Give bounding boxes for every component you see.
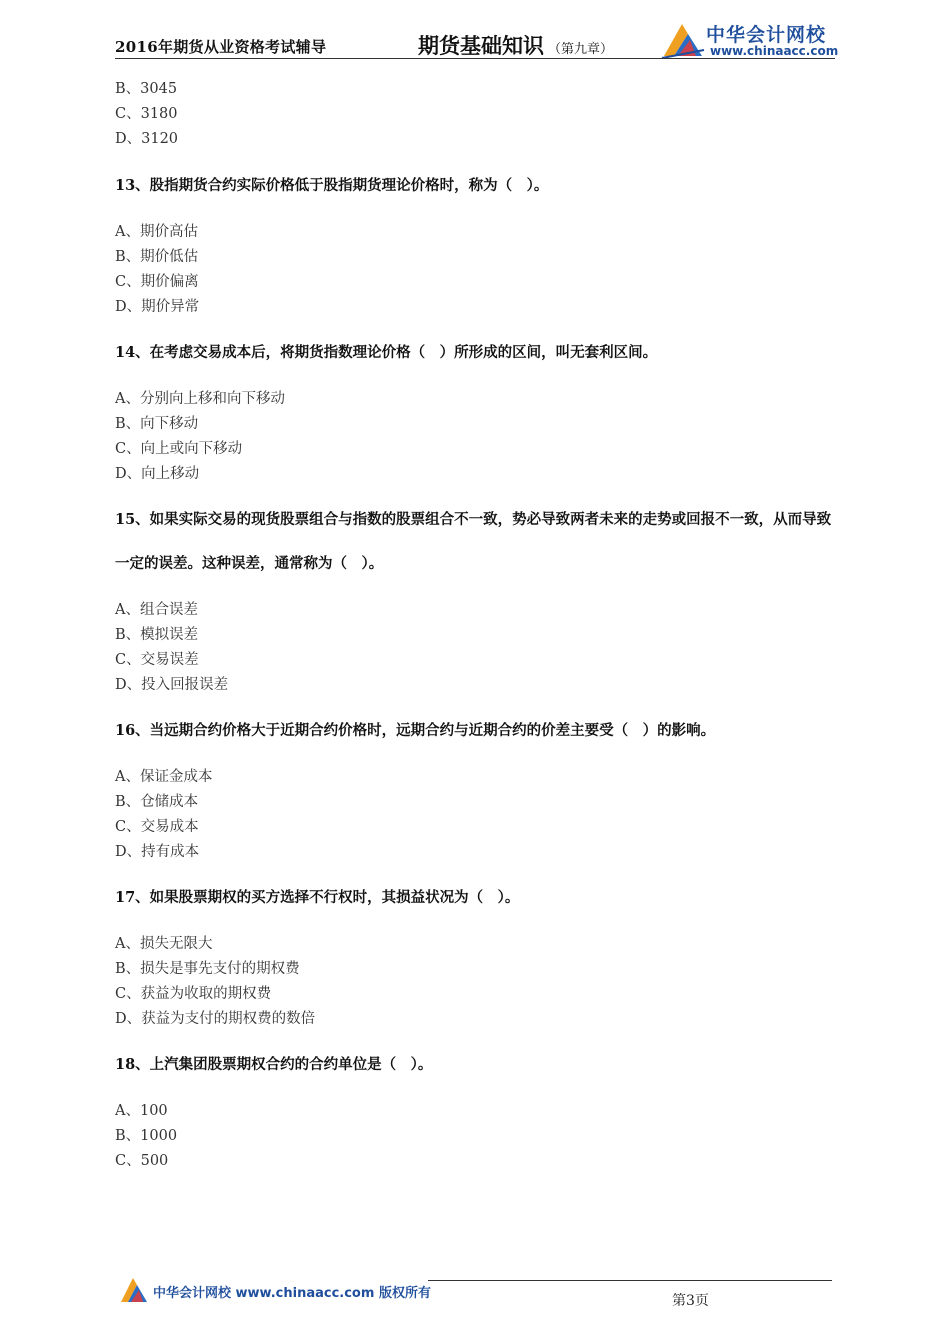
question-18 xyxy=(115,1043,835,1174)
question-text: 13、股指期货合约实际价格低于股指期货理论价格时，称为（ ）。 xyxy=(115,177,549,194)
subject-title xyxy=(418,30,613,60)
option: C、获益为收取的期权费 xyxy=(115,986,272,1002)
exam-title: 2016年期货从业资格考试辅导 xyxy=(115,38,327,56)
logo-name: 中华会计网校 xyxy=(706,24,827,46)
option: A、组合误差 xyxy=(115,602,198,618)
question-text: 16、当远期合约价格大于近期合约价格时，远期合约与近期合约的价差主要受（ ）的影响。 xyxy=(115,722,716,739)
option: B、1000 xyxy=(115,1128,178,1144)
question-16 xyxy=(115,709,835,865)
option: D、持有成本 xyxy=(115,844,200,860)
question-content xyxy=(115,77,835,1174)
footer-logo-icon xyxy=(118,1275,150,1305)
footer-divider xyxy=(428,1280,832,1281)
option: D、3120 xyxy=(115,131,179,147)
option: B、向下移动 xyxy=(115,416,199,432)
option: C、500 xyxy=(115,1153,169,1169)
logo-url: www.chinaacc.com xyxy=(710,44,839,58)
question-15 xyxy=(115,498,835,698)
option: B、期价低估 xyxy=(115,249,199,265)
option: C、期价偏离 xyxy=(115,274,199,290)
question-14 xyxy=(115,331,835,487)
option: D、期价异常 xyxy=(115,299,200,315)
logo-triangle-icon xyxy=(660,20,706,60)
option: D、向上移动 xyxy=(115,466,200,482)
page-header xyxy=(0,0,950,70)
option: A、保证金成本 xyxy=(115,769,213,785)
footer-copyright: 中华会计网校 www.chinaacc.com 版权所有 xyxy=(153,1286,431,1301)
header-divider xyxy=(115,58,835,59)
option: B、损失是事先支付的期权费 xyxy=(115,961,300,977)
option: B、3045 xyxy=(115,81,178,97)
option: D、投入回报误差 xyxy=(115,677,229,693)
chapter-label: （第九章） xyxy=(548,42,614,57)
option: A、损失无限大 xyxy=(115,936,213,952)
option: B、模拟误差 xyxy=(115,627,199,643)
option: B、仓储成本 xyxy=(115,794,199,810)
carryover-options xyxy=(115,77,835,152)
question-text: 18、上汽集团股票期权合约的合约单位是（ ）。 xyxy=(115,1056,433,1073)
question-text: 15、如果实际交易的现货股票组合与指数的股票组合不一致，势必导致两者未来的走势或回报不一致，从而导致一定的误差。这种误差，通常称为（ ）。 xyxy=(115,511,832,572)
question-text: 17、如果股票期权的买方选择不行权时，其损益状况为（ ）。 xyxy=(115,889,520,906)
question-text: 14、在考虑交易成本后，将期货指数理论价格（ ）所形成的区间，叫无套利区间。 xyxy=(115,344,658,361)
chinaacc-logo xyxy=(660,18,840,62)
question-17 xyxy=(115,876,835,1032)
question-13 xyxy=(115,164,835,320)
option: A、100 xyxy=(115,1103,168,1119)
option: C、向上或向下移动 xyxy=(115,441,243,457)
page-footer xyxy=(0,1270,950,1330)
option: C、3180 xyxy=(115,106,178,122)
subject-name: 期货基础知识 xyxy=(418,34,544,58)
option: C、交易成本 xyxy=(115,819,199,835)
option: A、期价高估 xyxy=(115,224,198,240)
option: A、分别向上移和向下移动 xyxy=(115,391,285,407)
option: C、交易误差 xyxy=(115,652,199,668)
option: D、获益为支付的期权费的数倍 xyxy=(115,1011,316,1027)
page-number: 第3页 xyxy=(672,1293,709,1309)
